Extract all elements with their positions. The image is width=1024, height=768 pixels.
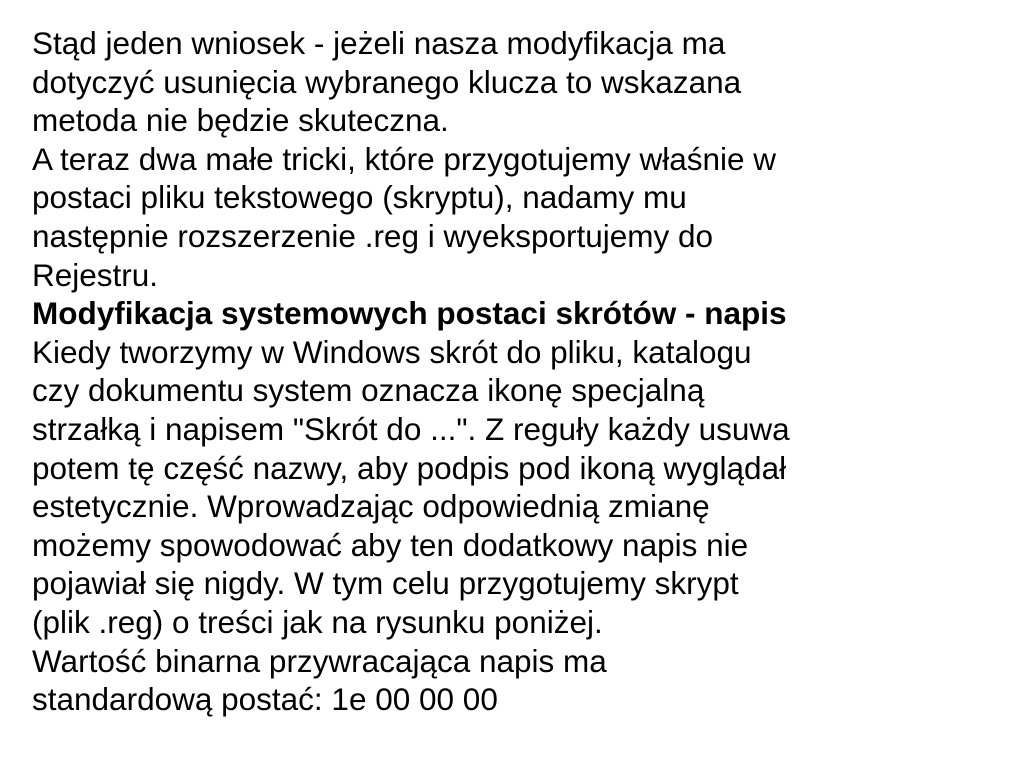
text-line: strzałką i napisem "Skrót do ...". Z reguły każdy usuwa: [32, 410, 790, 447]
text-line: Kiedy tworzymy w Windows skrót do pliku, katalogu: [32, 333, 752, 370]
text-line: standardową postać: 1e 00 00 00: [32, 681, 498, 718]
text-line: A teraz dwa małe tricki, które przygotujemy właśnie w: [32, 140, 777, 177]
text-line: dotyczyć usunięcia wybranego klucza to wskazana: [32, 63, 742, 100]
heading-text: Modyfikacja systemowych postaci skrótów - napis: [32, 295, 787, 332]
text-line: następnie rozszerzenie .reg i wyeksportujemy do: [32, 217, 714, 254]
paragraph-shortcut-description: [32, 333, 1004, 642]
text-line: pojawiał się nigdy. W tym celu przygotujemy skrypt: [32, 565, 739, 602]
paragraph-binary-value: [32, 642, 1004, 719]
text-line: czy dokumentu system oznacza ikonę specjalną: [32, 372, 705, 409]
text-line: możemy spowodować aby ten dodatkowy napis nie: [32, 526, 749, 563]
text-line: postaci pliku tekstowego (skryptu), nadamy mu: [32, 179, 687, 216]
paragraph-tricks-intro: [32, 140, 1004, 294]
text-line: Stąd jeden wniosek - jeżeli nasza modyfikacja ma: [32, 25, 726, 61]
slide-text-body: [32, 24, 1004, 719]
text-line: metoda nie będzie skuteczna.: [32, 102, 449, 139]
text-line: estetycznie. Wprowadzając odpowiednią zmianę: [32, 488, 710, 525]
text-line: Rejestru.: [32, 256, 159, 293]
text-line: (plik .reg) o treści jak na rysunku poniżej.: [32, 603, 603, 640]
paragraph-conclusion: [32, 24, 1004, 140]
section-heading: [32, 294, 1004, 333]
text-line: Wartość binarna przywracająca napis ma: [32, 642, 607, 679]
text-line: potem tę część nazwy, aby podpis pod ikoną wyglądał: [32, 449, 787, 486]
